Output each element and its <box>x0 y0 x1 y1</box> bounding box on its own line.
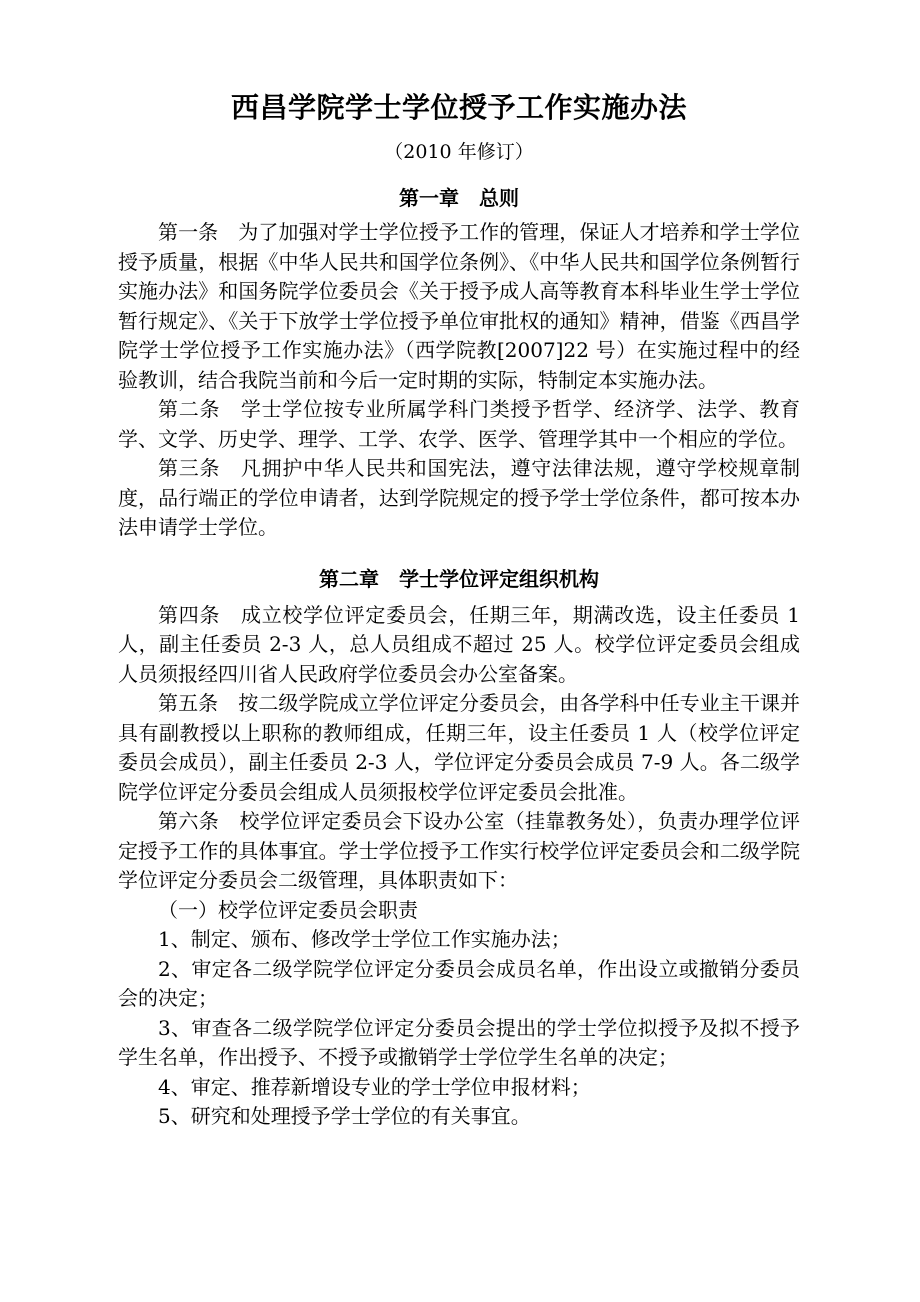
article-5-paragraph: 第五条 按二级学院成立学位评定分委员会，由各学科中任专业主干课并具有副教授以上职称的教师组成，任期三年，设主任委员 1 人（校学位评定委员会成员），副主任委员 2-3 人，学位评定分委员会成员 7-9 人。各二级学院学位评定分委员会组成人员须报校学位评定委员会批准。 <box>118 691 800 804</box>
article-1-paragraph: 第一条 为了加强对学士学位授予工作的管理，保证人才培养和学士学位授予质量，根据《中华人民共和国学位条例》、《中华人民共和国学位条例暂行实施办法》和国务院学位委员会《关于授予成人高等教育本科毕业生学士学位暂行规定》、《关于下放学士学位授予单位审批权的通知》精神，借鉴《西昌学院学士学位授予工作实施办法》（西学院教[2007]22 号）在实施过程中的经验教训，结合我院当前和今后一定时期的实际，特制定本实施办法。 <box>118 220 800 392</box>
document-subtitle: （2010 年修订） <box>384 141 534 163</box>
list-item: 2、审定各二级学院学位评定分委员会成员名单，作出设立或撤销分委员会的决定； <box>118 956 800 1010</box>
list-item: 5、研究和处理授予学士学位的有关事宜。 <box>158 1104 531 1128</box>
list-item: 4、审定、推荐新增设专业的学士学位申报材料； <box>158 1074 591 1099</box>
article-3-paragraph: 第三条 凡拥护中华人民共和国宪法，遵守法律法规，遵守学校规章制度，品行端正的学位申请者，达到学院规定的授予学士学位条件，都可按本办法申请学士学位。 <box>118 456 800 539</box>
list-item: 1、制定、颁布、修改学士学位工作实施办法； <box>158 927 571 951</box>
article-2-paragraph: 第二条 学士学位按专业所属学科门类授予哲学、经济学、法学、教育学、文学、历史学、理学、工学、农学、医学、管理学其中一个相应的学位。 <box>118 397 800 451</box>
list-item: 3、审查各二级学院学位评定分委员会提出的学士学位拟授予及拟不授予学生名单，作出授予、不授予或撤销学士学位学生名单的决定； <box>118 1015 800 1069</box>
page-title: 西昌学院学士学位授予工作实施办法 <box>230 91 687 124</box>
article-4-paragraph: 第四条 成立校学位评定委员会，任期三年，期满改选，设主任委员 1 人，副主任委员 2-3 人，总人员组成不超过 25 人。校学位评定委员会组成人员须报经四川省人民政府学位委员会办公室备案。 <box>118 602 800 686</box>
article-6-paragraph: 第六条 校学位评定委员会下设办公室（挂靠教务处），负责办理学位评定授予工作的具体事宜。学士学位授予工作实行校学位评定委员会和二级学院学位评定分委员会二级管理，具体职责如下： <box>118 809 800 892</box>
chapter-heading-1: 第一章 总则 <box>399 186 519 210</box>
subsection-title-committee-duties: （一）校学位评定委员会职责 <box>158 897 418 922</box>
chapter-heading-2: 第二章 学士学位评定组织机构 <box>319 566 599 591</box>
